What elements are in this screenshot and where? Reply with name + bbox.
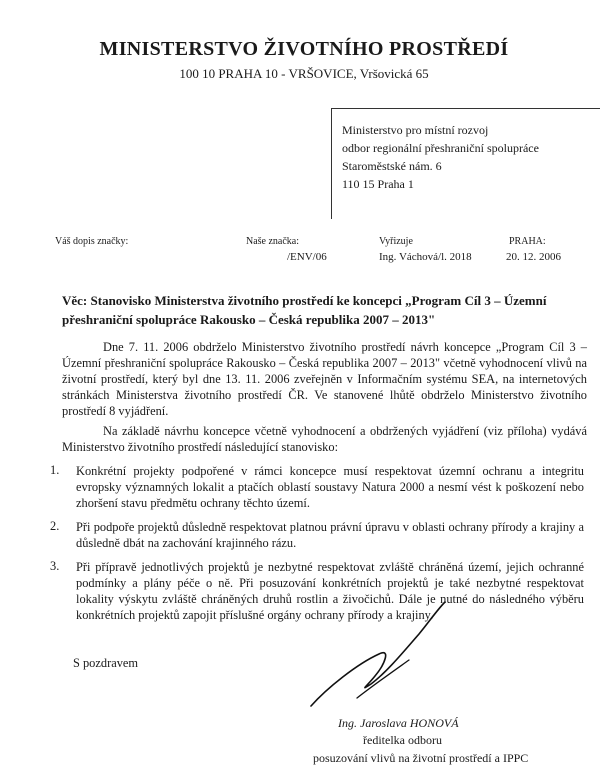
addressee-line: 110 15 Praha 1 [342, 177, 414, 191]
our-ref-value: /ENV/06 [287, 251, 327, 263]
addressee-line: Ministerstvo pro místní rozvoj [342, 123, 489, 137]
list-item: Při přípravě jednotlivých projektů je nezbytné respektovat zvláště chráněná území, jejich ochranné podmínky a plány péče o ně. Při posuzování konkrétních projektů je také nezbytné respektovat lokality výskytu zvláště chráněných druhů rostlin a živočichů. Dále je nutné do následného výběru konkrétních projektů zapojit příslušné orgány ochrany přírody a krajiny. [76, 560, 584, 622]
item-number: 2. [50, 519, 60, 533]
handled-by-label: Vyřizuje [379, 236, 413, 247]
body-paragraph: Na základě návrhu koncepce včetně vyhodnocení a obdržených vyjádření (viz příloha) vydává Ministerstvo životního prostředí následující stanovisko: [62, 424, 587, 454]
ministry-name: MINISTERSTVO ŽIVOTNÍHO PROSTŘEDÍ [99, 38, 509, 60]
your-ref-label: Váš dopis značky: [55, 236, 129, 247]
item-number: 3. [50, 559, 60, 573]
addressee-line: Staroměstské nám. 6 [342, 159, 442, 173]
signatory-name: Ing. Jaroslava HONOVÁ [338, 716, 459, 730]
addressee-block [331, 108, 600, 219]
addressee-line: odbor regionální přeshraniční spolupráce [342, 141, 539, 155]
our-ref-label: Naše značka: [246, 236, 300, 247]
letter-date: 20. 12. 2006 [506, 251, 561, 263]
handwritten-signature [305, 598, 465, 728]
ministry-address: 100 10 PRAHA 10 - VRŠOVICE, Vršovická 65 [179, 66, 429, 81]
body-paragraph: Dne 7. 11. 2006 obdrželo Ministerstvo životního prostředí návrh koncepce „Program Cíl 3 – Územní přeshraniční spolupráce Rakousko – Česká republika 2007 – 2013" včetně vyhodnocení vlivů na životní prostředí, který byl dne 13. 11. 2006 zveřejněn v Informačním systému SEA, na internetových stránkách Ministerstva životního prostředí ČR. Ve stanovené lhůtě obdrželo Ministerstvo životního prostředí 8 vyjádření. [62, 340, 587, 418]
closing-greeting: S pozdravem [73, 656, 139, 670]
item-number: 1. [50, 463, 60, 477]
list-item: Konkrétní projekty podpořené v rámci koncepce musí respektovat územní ochranu a integritu evropsky významných lokalit a ptačích oblastí soustavy Natura 2000 a nesmí vést k poškození nebo zhoršení stavu předmětu ochrany těchto území. [76, 464, 584, 510]
handled-by-value: Ing. Váchová/l. 2018 [379, 251, 472, 263]
list-item: Při podpoře projektů důsledně respektovat platnou právní úpravu v oblasti ochrany přírody a krajiny a důsledně dbát na zachování krajinného rázu. [76, 520, 584, 550]
signatory-department: posuzování vlivů na životní prostředí a IPPC [313, 751, 529, 765]
subject-line: Věc: Stanovisko Ministerstva životního prostředí ke koncepci „Program Cíl 3 – Územní přeshraniční spolupráce Rakousko – Česká republika 2007 – 2013" [62, 293, 547, 327]
place-label: PRAHA: [509, 236, 546, 247]
signatory-title: ředitelka odboru [363, 733, 442, 747]
